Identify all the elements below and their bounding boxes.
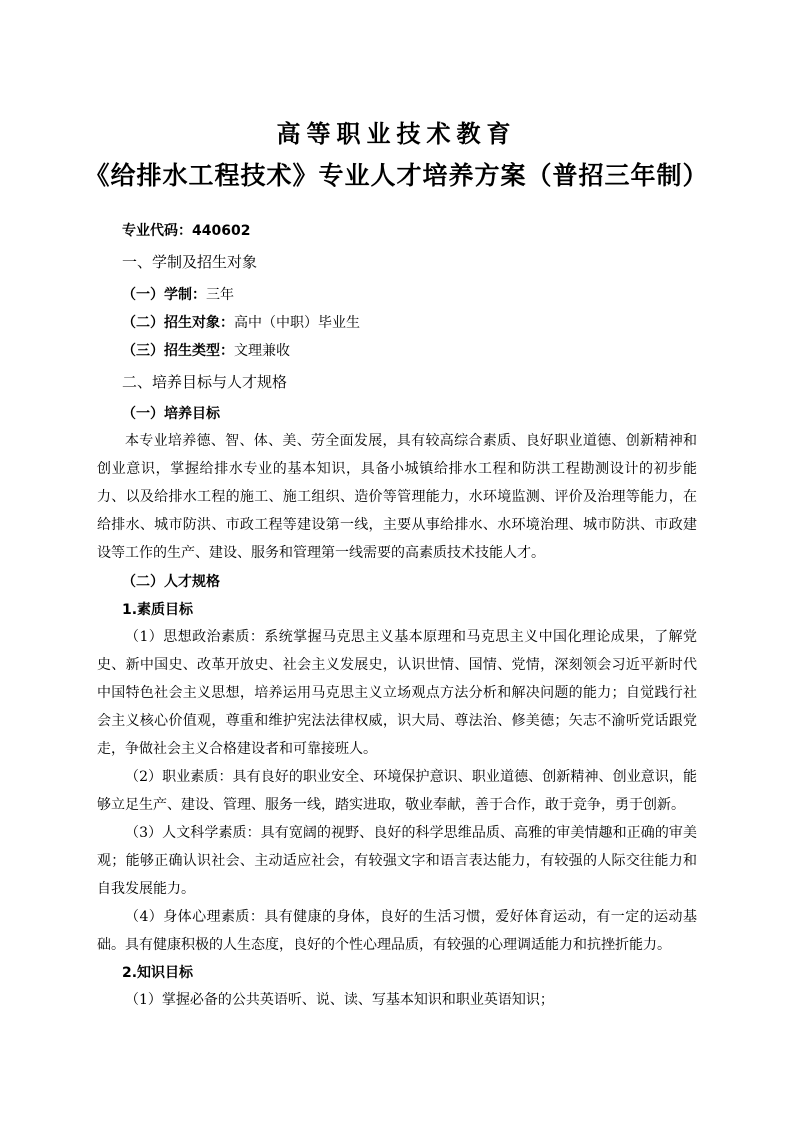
item-type-value: 文理兼收	[234, 343, 290, 359]
section-heading-2: 二、培养目标与人才规格	[122, 373, 288, 391]
major-code-value: 440602	[192, 223, 251, 239]
sub-title: 《给排水工程技术》专业人才培养方案（普招三年制）	[84, 161, 709, 190]
main-title: 高等职业技术教育	[276, 120, 517, 148]
item-target-value: 高中（中职）毕业生	[234, 315, 360, 331]
item-target	[122, 313, 360, 333]
section-heading-1: 一、学制及招生对象	[122, 253, 258, 271]
goal-paragraph: 本专业培养德、智、体、美、劳全面发展，具有较高综合素质、良好职业道德、创新精神和创业意识，掌握给排水专业的基本知识，具备小城镇给排水工程和防洪工程勘测设计的初步能力、以及给排水工程的施工、施工组织、造价等管理能力，水环境监测、评价及治理等能力，在给排水、城市防洪、市政工程等建设第一线，主要从事给排水、水环境治理、城市防洪、市政建设等工作的生产、建设、服务和管理第一线需要的高素质技术技能人才。	[97, 433, 697, 561]
item-type	[122, 341, 290, 361]
major-code-label: 专业代码：	[122, 223, 192, 239]
item-duration	[122, 285, 234, 305]
item-target-label: （二）招生对象：	[122, 315, 234, 331]
subheading-spec: （二）人才规格	[122, 574, 220, 590]
major-code-line	[122, 221, 250, 241]
subheading-goal: （一）培养目标	[122, 406, 220, 422]
quality-heading: 1.素质目标	[122, 602, 194, 618]
knowledge-paragraph-1: （1）掌握必备的公共英语听、说、读、写基本知识和职业英语知识；	[125, 992, 554, 1008]
quality-paragraph-4: （4）身体心理素质：具有健康的身体，良好的生活习惯，爱好体育运动，有一定的运动基础。具有健康积极的人生态度，良好的个性心理品质，有较强的心理调适能力和抗挫折能力。	[97, 909, 697, 953]
quality-paragraph-2: （2）职业素质：具有良好的职业安全、环境保护意识、职业道德、创新精神、创业意识，能够立足生产、建设、管理、服务一线，踏实进取，敬业奉献，善于合作，敢于竞争，勇于创新。	[97, 769, 697, 813]
knowledge-heading: 2.知识目标	[122, 965, 194, 981]
quality-paragraph-3: （3）人文科学素质：具有宽阔的视野、良好的科学思维品质、高雅的审美情趣和正确的审美观；能够正确认识社会、主动适应社会，有较强文字和语言表达能力，有较强的人际交往能力和自我发展能力。	[97, 825, 697, 897]
item-duration-value: 三年	[206, 287, 234, 303]
item-duration-label: （一）学制：	[122, 287, 206, 303]
quality-paragraph-1: （1）思想政治素质：系统掌握马克思主义基本原理和马克思主义中国化理论成果，了解党史、新中国史、改革开放史、社会主义发展史，认识世情、国情、党情，深刻领会习近平新时代中国特色社会主义思想，培养运用马克思主义立场观点方法分析和解决问题的能力；自觉践行社会主义核心价值观，尊重和维护宪法法律权威，识大局、尊法治、修美德；矢志不渝听党话跟党走，争做社会主义合格建设者和可靠接班人。	[97, 629, 697, 757]
item-type-label: （三）招生类型：	[122, 343, 234, 359]
